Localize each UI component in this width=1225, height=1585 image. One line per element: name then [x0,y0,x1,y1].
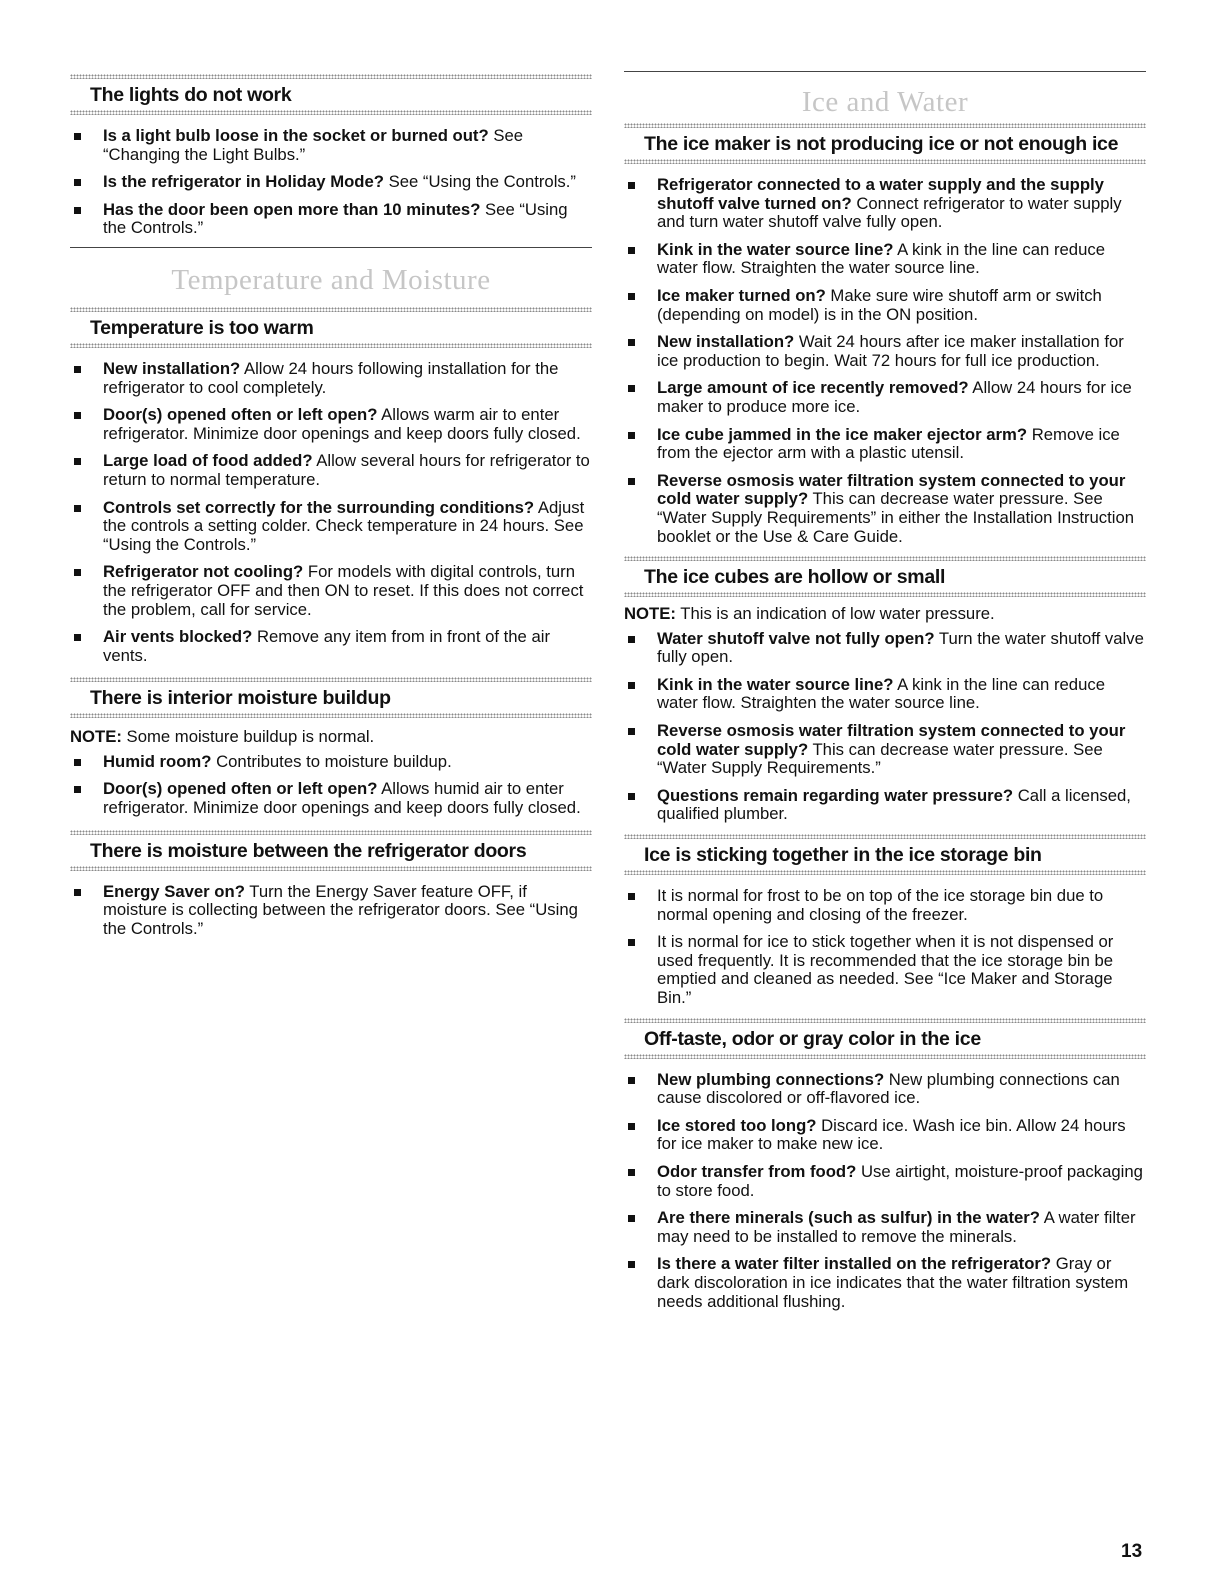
square-bullet-icon [628,1261,635,1268]
square-bullet-icon [628,432,635,439]
list-item [624,426,1146,463]
note-text: Some moisture buildup is normal. [121,727,375,747]
square-bullet-icon [74,133,81,140]
square-bullet-icon [74,569,81,576]
note [624,605,1146,624]
subsection-title: The ice maker is not producing ice or not enough ice [644,133,1119,155]
list-item [70,201,592,238]
note-text: This is an indication of low water pressure. [675,604,995,624]
item-answer: See “Changing the Light Bulbs.” [103,126,524,164]
list-item [624,176,1146,232]
item-answer: It is normal for ice to stick together when it is not dispensed or used frequently. It is recommended that the ice storage bin be emptied and cleaned as needed. See “Ice Maker and Storage Bin.” [657,932,1114,1007]
list-item [70,127,592,164]
item-question: Air vents blocked? [103,627,253,647]
list-item [624,887,1146,924]
item-question: Is the refrigerator in Holiday Mode? [103,172,384,192]
item-question: Is a light bulb loose in the socket or burned out? [103,126,489,145]
item-question: Ice maker turned on? [657,285,826,305]
item-answer: For models with digital controls, turn the refrigerator OFF and then ON to reset. If this does not correct the problem, call for service. [103,562,584,619]
list-item [624,1255,1146,1311]
between-section [70,830,592,939]
item-question: Humid room? [103,751,212,771]
square-bullet-icon [74,634,81,641]
item-answer: Turn the Energy Saver feature OFF, if moisture is collecting between the refrigerator doors. See “Using the Controls.” [103,881,578,938]
square-bullet-icon [74,458,81,465]
list-item [70,173,592,192]
taste-section [624,1018,1146,1312]
square-bullet-icon [628,728,635,735]
list-item [624,472,1146,546]
item-list [70,883,592,939]
list-item [624,676,1146,713]
square-bullet-icon [74,759,81,766]
list-item [624,1163,1146,1200]
item-list [70,360,592,665]
list-item [624,722,1146,778]
item-answer: Adjust the controls a setting colder. Check temperature in 24 hours. See “Using the Controls.” [103,497,585,554]
square-bullet-icon [628,478,635,485]
subsection-title: Temperature is too warm [90,316,314,339]
item-answer: A water filter may need to be installed to remove the minerals. [657,1208,1136,1246]
square-bullet-icon [628,1215,635,1222]
list-item [70,499,592,555]
item-question: Energy Saver on? [103,881,245,901]
item-answer: Allow 24 hours following installation for the refrigerator to cool completely. [103,358,559,397]
list-item [624,933,1146,1007]
square-bullet-icon [628,939,635,946]
list-item [70,360,592,397]
square-bullet-icon [628,636,635,643]
dotted-rule [624,1018,1146,1023]
item-list [624,630,1146,824]
item-list [624,887,1146,1008]
note [70,728,592,747]
list-item [70,452,592,489]
list-item [624,241,1146,278]
dotted-rule [70,307,592,312]
sticking-section [624,834,1146,1008]
list-item [70,563,592,619]
item-question: Controls set correctly for the surrounding conditions? [103,497,535,517]
square-bullet-icon [628,182,635,189]
square-bullet-icon [74,889,81,896]
item-answer: This can decrease water pressure. See “Water Supply Requirements” in either the Installation Instruction booklet or the Use & Care Guide. [657,489,1135,546]
item-list [624,1071,1146,1312]
square-bullet-icon [74,207,81,214]
list-item [70,753,592,772]
square-bullet-icon [74,412,81,419]
list-item [624,787,1146,824]
square-bullet-icon [628,293,635,300]
item-answer: Remove any item from in front of the air vents. [103,627,551,665]
item-answer: Make sure wire shutoff arm or switch (depending on model) is in the ON position. [657,285,1102,324]
list-item [70,780,592,817]
item-question: Kink in the water source line? [657,239,894,259]
list-item [624,630,1146,667]
square-bullet-icon [628,682,635,689]
subsection-title: The lights do not work [90,84,292,106]
item-answer: Wait 24 hours after ice maker installation for ice production to begin. Wait 72 hours for full ice production. [657,332,1124,370]
subsection-title: Ice is sticking together in the ice storage bin [644,844,1042,867]
dotted-rule [624,123,1146,128]
icemaker-section [624,123,1146,546]
section-rule [624,71,1146,72]
dotted-rule [624,834,1146,839]
page-number: 13 [1121,1541,1143,1562]
item-answer: New plumbing connections can cause discolored or off-flavored ice. [657,1069,1120,1108]
item-question: Has the door been open more than 10 minutes? [103,199,481,219]
warm-section [70,307,592,665]
item-answer: Allows humid air to enter refrigerator. Minimize door openings and keep doors fully closed. [103,779,581,818]
square-bullet-icon [628,1123,635,1130]
moisture-section [70,677,592,817]
item-answer: Remove ice from the ejector arm with a plastic utensil. [657,424,1120,463]
item-question: Are there minerals (such as sulfur) in the water? [657,1208,1040,1228]
item-question: Large amount of ice recently removed? [657,378,969,398]
item-answer: A kink in the line can reduce water flow. Straighten the water source line. [657,239,1105,278]
item-question: Refrigerator connected to a water supply and the supply shutoff valve turned on? [657,175,1104,213]
item-question: Ice cube jammed in the ice maker ejector arm? [657,424,1028,444]
list-item [70,628,592,665]
item-question: Kink in the water source line? [657,674,894,694]
list-item [624,1117,1146,1154]
dotted-rule [70,677,592,682]
dotted-rule [624,1054,1146,1059]
item-answer: Allow 24 hours for ice maker to produce more ice. [657,378,1132,416]
item-answer: A kink in the line can reduce water flow. Straighten the water source line. [657,674,1105,713]
square-bullet-icon [74,179,81,186]
dotted-rule [70,866,592,871]
item-question: Door(s) opened often or left open? [103,405,378,425]
item-question: Is there a water filter installed on the refrigerator? [657,1254,1052,1274]
right-column [624,0,1146,1320]
item-answer: Contributes to moisture buildup. [211,751,452,771]
item-question: Questions remain regarding water pressure? [657,785,1014,805]
item-list [624,176,1146,546]
section-title: Temperature and Moisture [171,263,491,296]
square-bullet-icon [628,247,635,254]
item-answer: Allow several hours for refrigerator to return to normal temperature. [103,451,590,489]
item-answer: Allows warm air to enter refrigerator. Minimize door openings and keep doors fully closed. [103,405,581,443]
dotted-rule [70,74,592,79]
item-question: Reverse osmosis water filtration system connected to your cold water supply? [657,721,1126,759]
item-question: Door(s) opened often or left open? [103,779,378,799]
square-bullet-icon [628,385,635,392]
list-item [624,287,1146,324]
section-title: Ice and Water [801,86,969,118]
item-question: Ice stored too long? [657,1115,817,1135]
square-bullet-icon [74,505,81,512]
dotted-rule [70,343,592,348]
dotted-rule [70,713,592,718]
item-answer: See “Using the Controls.” [103,199,568,238]
note-label: NOTE: [624,604,676,624]
dotted-rule [70,830,592,835]
subsection-title: Off-taste, odor or gray color in the ice [644,1027,981,1050]
subsection-title: The ice cubes are hollow or small [644,566,946,589]
item-answer: See “Using the Controls.” [383,172,576,192]
square-bullet-icon [628,1169,635,1176]
item-question: New installation? [103,358,241,378]
list-item [624,1071,1146,1108]
section-rule [70,247,592,248]
lights-section [70,74,592,238]
list-item [624,333,1146,370]
list-item [70,406,592,443]
item-question: Water shutoff valve not fully open? [657,628,935,648]
item-answer: This can decrease water pressure. See “Water Supply Requirements.” [657,739,1103,778]
square-bullet-icon [628,1077,635,1084]
hollow-section [624,556,1146,824]
item-answer: Discard ice. Wash ice bin. Allow 24 hours for ice maker to make new ice. [657,1115,1126,1154]
item-answer: Turn the water shutoff valve fully open. [657,628,1144,667]
left-column [70,0,592,947]
item-question: Reverse osmosis water filtration system connected to your cold water supply? [657,470,1126,509]
subsection-title: There is moisture between the refrigerator doors [90,839,527,862]
item-question: Refrigerator not cooling? [103,562,304,582]
list-item [624,1209,1146,1246]
item-question: New installation? [657,332,795,352]
square-bullet-icon [74,366,81,373]
subsection-title: There is interior moisture buildup [90,687,391,710]
item-question: Odor transfer from food? [657,1161,857,1181]
item-answer: Use airtight, moisture-proof packaging to store food. [657,1161,1143,1200]
item-question: Large load of food added? [103,451,313,471]
list-item [70,883,592,939]
dotted-rule [624,159,1146,164]
note-label: NOTE: [70,727,122,747]
dotted-rule [624,592,1146,597]
item-list [70,753,592,818]
square-bullet-icon [628,793,635,800]
square-bullet-icon [628,893,635,900]
dotted-rule [70,110,592,115]
dotted-rule [624,870,1146,875]
item-question: New plumbing connections? [657,1069,885,1089]
item-answer: It is normal for frost to be on top of the ice storage bin due to normal opening and closing of the freezer. [657,886,1104,924]
list-item [624,379,1146,416]
square-bullet-icon [74,786,81,793]
item-answer: Gray or dark discoloration in ice indicates that the water filtration system needs additional flushing. [657,1254,1129,1311]
item-list [70,127,592,238]
item-answer: Call a licensed, qualified plumber. [657,785,1131,824]
item-answer: Connect refrigerator to water supply and turn water shutoff valve fully open. [657,193,1122,232]
square-bullet-icon [628,339,635,346]
dotted-rule [624,556,1146,561]
